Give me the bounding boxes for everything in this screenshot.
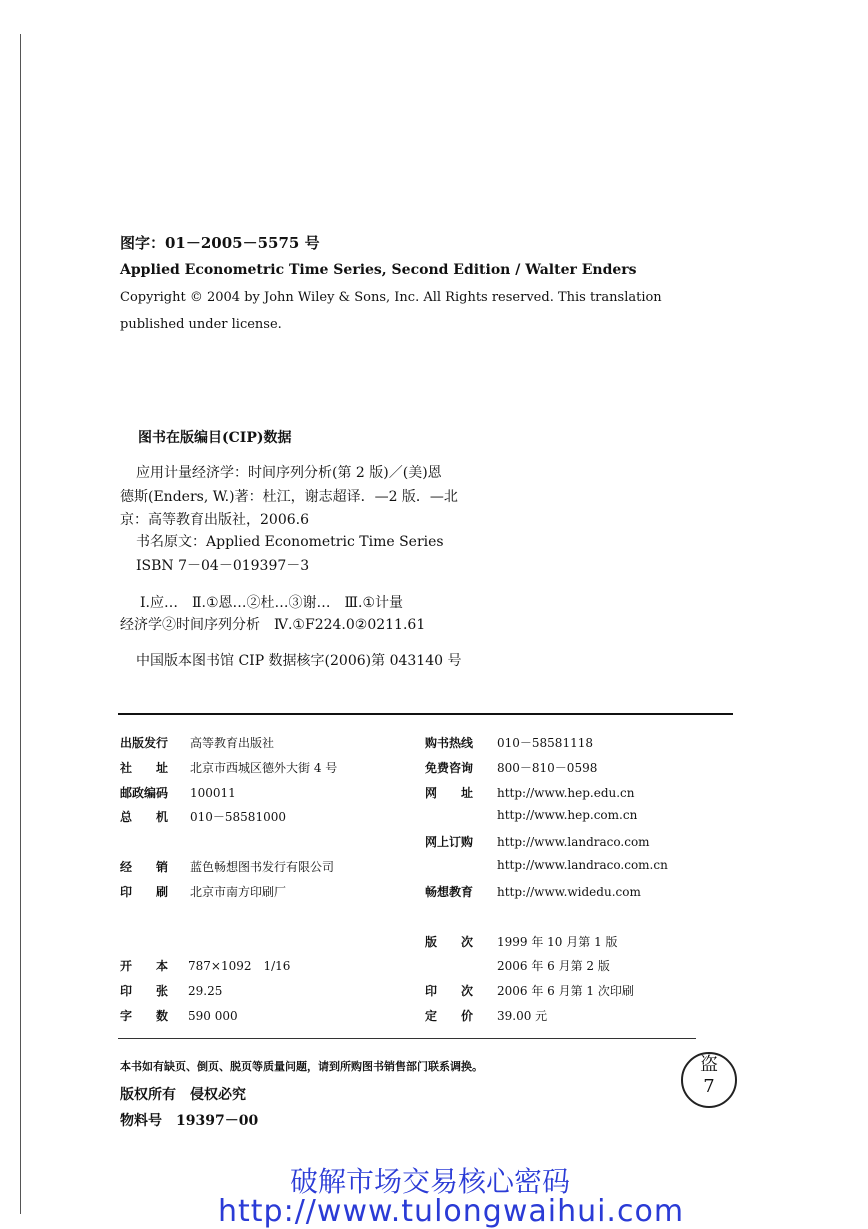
info-value: 29.25: [188, 984, 223, 998]
info-row-distributor: [120, 858, 334, 875]
info-row-publisher: [120, 734, 274, 751]
info-value: http://www.widedu.com: [497, 885, 641, 899]
info-value: 010－58581118: [497, 736, 593, 750]
cip-verification: 中国版本图书馆 CIP 数据核字(2006)第 043140 号: [136, 653, 462, 669]
info-label: 定 价: [425, 1009, 474, 1023]
info-value: 39.00 元: [497, 1009, 548, 1023]
info-value: 590 000: [188, 1009, 238, 1023]
info-label: 网 址: [425, 786, 474, 800]
info-row-printer: [120, 883, 286, 900]
info-label: 版 次: [425, 935, 474, 949]
info-row-sheets: [120, 982, 222, 999]
info-value: http://www.hep.edu.cn: [497, 786, 635, 800]
info-value: 2006 年 6 月第 1 次印刷: [497, 984, 634, 998]
cip-line: 经济学②时间序列分析 Ⅳ.①F224.0②0211.61: [120, 617, 426, 633]
info-value: 787×1092 1/16: [188, 959, 291, 973]
info-row-address: [120, 759, 337, 776]
info-value: 高等教育出版社: [190, 736, 275, 750]
info-label: 印 张: [120, 984, 169, 998]
info-value: 100011: [190, 786, 236, 800]
watermark-url[interactable]: http://www.tulongwaihui.com: [218, 1194, 685, 1229]
isbn: ISBN 7－04－019397－3: [136, 558, 310, 574]
info-label: 免费咨询: [425, 761, 474, 775]
info-label: 畅想教育: [425, 885, 474, 899]
info-row-free-consult: [425, 759, 597, 776]
info-row-price: [425, 1007, 547, 1024]
info-value: http://www.hep.com.cn: [497, 808, 638, 822]
anti-piracy-stamp: [681, 1052, 737, 1108]
info-label: 出版发行: [120, 736, 169, 750]
cip-line: Ⅰ.应… Ⅱ.①恩…②杜…③谢… Ⅲ.①计量: [140, 595, 403, 611]
watermark-slogan: 破解市场交易核心密码: [290, 1165, 571, 1198]
info-value: 2006 年 6 月第 2 版: [497, 959, 610, 973]
info-label: 开 本: [120, 959, 169, 973]
info-row-edition-2: [497, 957, 610, 974]
info-row-edition: [425, 933, 618, 950]
info-label: 邮政编码: [120, 786, 169, 800]
info-row-wordcount: [120, 1007, 238, 1024]
quality-notice: 本书如有缺页、倒页、脱页等质量问题，请到所购图书销售部门联系调换。: [120, 1060, 483, 1073]
info-row-order-hotline: [425, 734, 593, 751]
info-label: 印 次: [425, 984, 474, 998]
info-row-postcode: [120, 784, 236, 801]
info-row-format: [120, 957, 290, 974]
original-title: Applied Econometric Time Series, Second Edition / Walter Enders: [120, 262, 637, 278]
material-number: 物料号 19397－00: [120, 1113, 259, 1129]
info-label: 社 址: [120, 761, 169, 775]
info-label: 购书热线: [425, 736, 474, 750]
info-row-online-order-2: [497, 858, 668, 872]
info-value: http://www.landraco.com.cn: [497, 858, 668, 872]
info-value: http://www.landraco.com: [497, 835, 650, 849]
info-value: 1999 年 10 月第 1 版: [497, 935, 618, 949]
cip-heading: 图书在版编目(CIP)数据: [138, 430, 292, 446]
info-row-printing: [425, 982, 634, 999]
divider-thin: [118, 1038, 696, 1039]
info-value: 蓝色畅想图书发行有限公司: [190, 860, 335, 874]
info-label: 网上订购: [425, 835, 474, 849]
stamp-glyph: 盗: [700, 1054, 718, 1075]
info-label: 字 数: [120, 1009, 169, 1023]
info-row-website: [425, 784, 635, 801]
info-label: 印 刷: [120, 885, 169, 899]
page-margin-line: [20, 34, 21, 1214]
cip-line: 应用计量经济学：时间序列分析(第 2 版)／(美)恩: [136, 465, 442, 481]
info-value: 800－810－0598: [497, 761, 598, 775]
info-value: 010－58581000: [190, 810, 286, 824]
info-label: 总 机: [120, 810, 169, 824]
info-value: 北京市西城区德外大街 4 号: [190, 761, 338, 775]
info-row-online-order: [425, 833, 650, 850]
cip-line: 书名原文：Applied Econometric Time Series: [136, 534, 444, 550]
copyright-line-2: published under license.: [120, 317, 282, 332]
info-row-website-2: [497, 808, 637, 822]
cip-line: 德斯(Enders, W.)著：杜江，谢志超译．—2 版．—北: [120, 489, 458, 505]
info-value: 北京市南方印刷厂: [190, 885, 287, 899]
info-label: 经 销: [120, 860, 169, 874]
info-row-switchboard: [120, 808, 286, 825]
copyright-line-1: Copyright © 2004 by John Wiley & Sons, Inc. All Rights reserved. This translation: [120, 290, 662, 305]
register-number: 图字：01－2005－5575 号: [120, 234, 320, 252]
divider: [118, 713, 733, 715]
stamp-number: 7: [703, 1076, 715, 1097]
cip-line: 京：高等教育出版社，2006.6: [120, 512, 309, 528]
info-row-widedu: [425, 883, 641, 900]
rights-notice: 版权所有 侵权必究: [120, 1087, 246, 1103]
